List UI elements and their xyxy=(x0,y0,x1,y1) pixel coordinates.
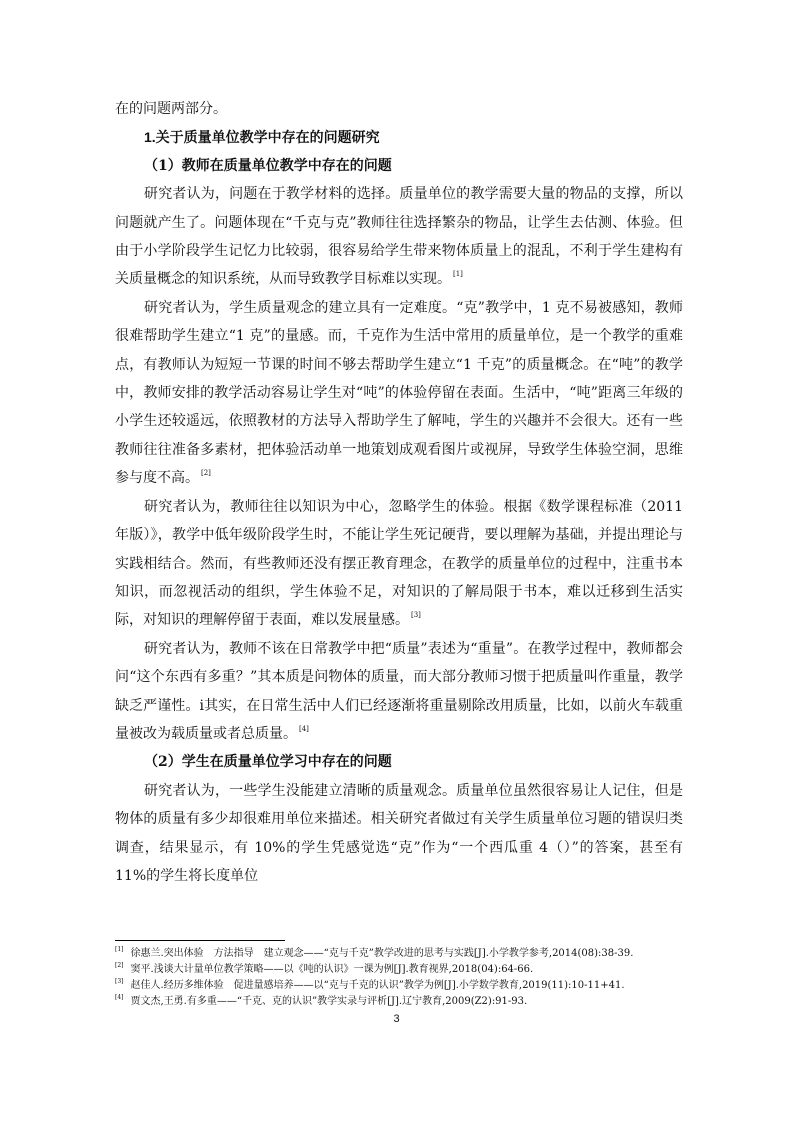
subsection-heading: （1）教师在质量单位教学中存在的问题 xyxy=(144,157,392,174)
paragraph: 研究者认为，教师往往以知识为中心，忽略学生的体验。根据《数学课程标准（2011 年版）》，教学中低年级阶段学生时，不能让学生死记硬背，要以理解为基础，并提出理论与实践相结合。然而，有些教师还没有摆正教育理念，在教学的质量单位的过程中，注重书本知识，而忽视活动的组织，学生体验不足，对知识的了解局限于书本，难以迁移到生活实际，对知识的理解停留于表面，难以发展量感。 [3] xyxy=(115,498,683,629)
citation-mark: [4] xyxy=(299,724,309,733)
paragraph: 研究者认为，教师不该在日常教学中把“质量”表述为“重量”。在教学过程中，教师都会问“这个东西有多重？”其本质是问物体的质量，而大部分教师习惯于把质量叫作重量，教学缺乏严谨性。i其实，在日常生活中人们已经逐渐将重量剔除改用质量，比如，以前火车载重量被改为载质量或者总质量。 [4] xyxy=(115,640,683,742)
subsection-heading: （2）学生在质量单位学习中存在的问题 xyxy=(144,754,392,771)
paragraph: 研究者认为，一些学生没能建立清晰的质量观念。质量单位虽然很容易让人记住，但是物体的质量有多少却很难用单位来描述。相关研究者做过有关学生质量单位习题的错误归类调查，结果显示，有 10%的学生凭感觉选“克”作为“一个西瓜重 4（）”的答案，甚至有 11%的学生将长度单位 xyxy=(115,782,683,884)
citation-mark: [2] xyxy=(201,469,211,478)
page-number: 3 xyxy=(393,1013,400,1025)
footnote-mark: [3] xyxy=(115,978,124,985)
footnote-item: [2] 窦平.浅谈大计量单位教学策略——以《吨的认识》一课为例[J].教育视界,2018(04):64-66. xyxy=(115,962,534,975)
paragraph: 研究者认为，学生质量观念的建立具有一定难度。“克”教学中，1 克不易被感知，教师很难帮助学生建立“1 克”的量感。而，千克作为生活中常用的质量单位，是一个教学的重难点，有教师认为短短一节课的时间不够去帮助学生建立“1 千克”的质量概念。在“吨”的教学中，教师安排的教学活动容易让学生对“吨”的体验停留在表面。生活中，“吨”距离三年级的小学生还较遥远，依照教材的方法导入帮助学生了解吨，学生的兴趣并不会很大。还有一些教师往往准备多素材，把体验活动单一地策划成观看图片或视屏，导致学生体验空洞，思维参与度不高。 [2] xyxy=(115,299,683,487)
footnote-item: [4] 贾文杰,王勇.有多重——“千克、克的认识”教学实录与评析[J].辽宁教育,2009(Z2):91-93. xyxy=(115,994,528,1007)
footnote-mark: [2] xyxy=(115,962,124,969)
footnote-item: [3] 赵佳人.经历多维体验 促进量感培养——以“克与千克的认识”教学为例[J].小学数学教育,2019(11):10-11+41. xyxy=(115,978,625,991)
citation-mark: [1] xyxy=(453,270,463,279)
footnote-mark: [1] xyxy=(115,946,124,953)
footnote-divider xyxy=(115,940,285,941)
footnote-mark: [4] xyxy=(115,994,124,1001)
section-heading: 1.关于质量单位教学中存在的问题研究 xyxy=(144,129,380,146)
footnotes xyxy=(115,946,695,1010)
body-text xyxy=(115,95,683,890)
paragraph: 研究者认为，问题在于教学材料的选择。质量单位的教学需要大量的物品的支撑，所以问题就产生了。问题体现在“千克与克”教师往往选择繁杂的物品，让学生去估测、体验。但由于小学阶段学生记忆力比较弱，很容易给学生带来物体质量上的混乱，不利于学生建构有关质量概念的知识系统，从而导致教学目标难以实现。 [1] xyxy=(115,186,683,288)
paragraph-continuation: 在的问题两部分。 xyxy=(115,101,227,117)
citation-mark: [3] xyxy=(411,611,421,620)
footnote-item: [1] 徐惠兰.突出体验 方法指导 建立观念——“克与千克”教学改进的思考与实践[J].小学教学参考,2014(08):38-39. xyxy=(115,946,634,959)
